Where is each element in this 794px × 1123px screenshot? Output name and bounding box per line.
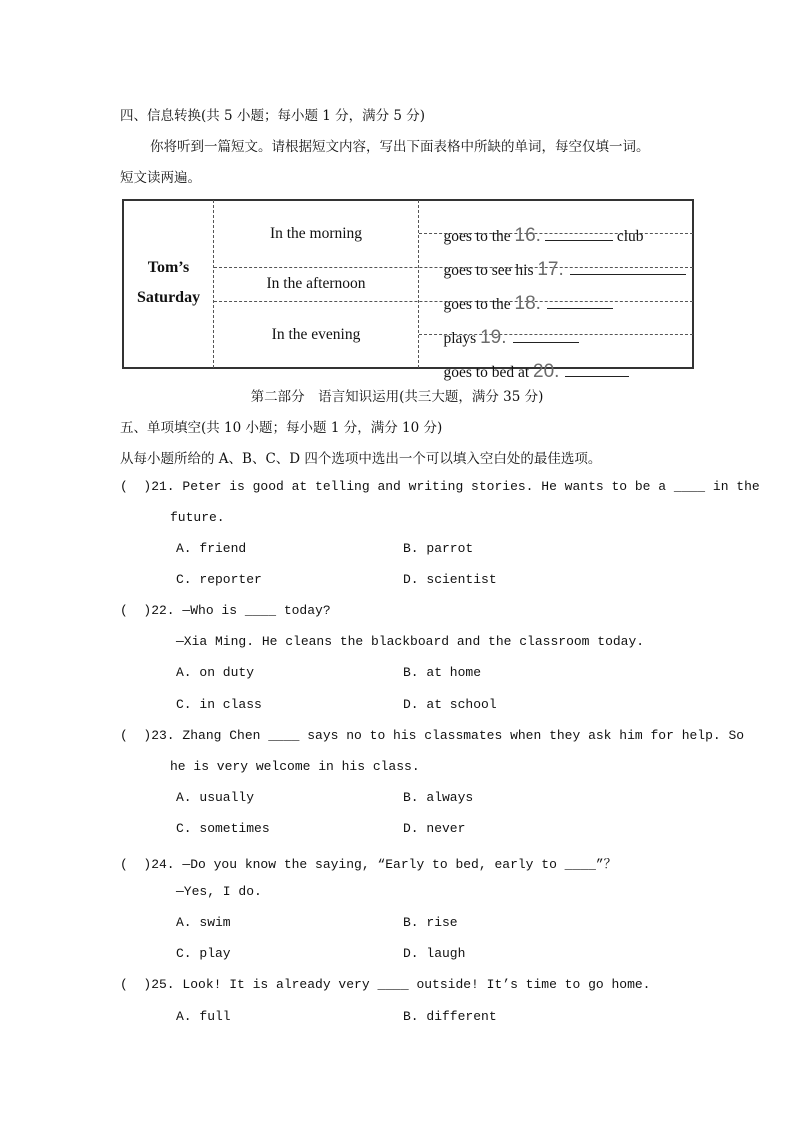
- cell-text: goes to bed at: [443, 364, 534, 381]
- option-b[interactable]: B. parrot: [403, 541, 474, 556]
- cell-text: plays: [443, 330, 481, 347]
- option-d[interactable]: D. never: [403, 821, 466, 836]
- option-c[interactable]: C. play: [176, 946, 231, 961]
- answer-blank[interactable]: [513, 328, 579, 343]
- section-4-instruction-cont: 短文读两遍。: [120, 170, 201, 186]
- blank-number: 16.: [514, 225, 541, 246]
- option-d[interactable]: D. laugh: [403, 946, 466, 961]
- row-header-name: Tom’s: [147, 259, 190, 276]
- option-d[interactable]: D. scientist: [403, 572, 497, 587]
- option-a[interactable]: A. on duty: [176, 665, 255, 680]
- question-stem: ( )22. —Who is ____ today?: [120, 603, 331, 618]
- blank-number: 20.: [533, 361, 560, 382]
- option-c[interactable]: C. in class: [176, 697, 262, 712]
- option-b[interactable]: B. always: [403, 790, 474, 805]
- question-stem: ( )21. Peter is good at telling and writing stories. He wants to be a ____ in the: [120, 479, 760, 494]
- cell-text: goes to the: [443, 296, 515, 313]
- part-2-title: 第二部分 语言知识运用(共三大题，满分 35 分): [250, 389, 544, 405]
- cell-text: club: [612, 228, 644, 245]
- blank-number: 17.: [537, 259, 564, 280]
- row-header-day: Saturday: [136, 289, 201, 306]
- option-d[interactable]: D. at school: [403, 697, 497, 712]
- question-stem-cont: he is very welcome in his class.: [170, 759, 420, 774]
- option-a[interactable]: A. usually: [176, 790, 255, 805]
- option-b[interactable]: B. rise: [403, 915, 458, 930]
- section-5-heading: 五、单项填空(共 10 小题；每小题 1 分，满分 10 分): [120, 420, 443, 436]
- option-a[interactable]: A. friend: [176, 541, 247, 556]
- question-stem-cont: —Xia Ming. He cleans the blackboard and the classroom today.: [176, 634, 645, 649]
- info-table: [0, 0, 794, 380]
- option-b[interactable]: B. at home: [403, 665, 482, 680]
- question-stem-cont: future.: [170, 510, 225, 525]
- question-stem-cont: —Yes, I do.: [176, 884, 262, 899]
- section-4-instruction: 你将听到一篇短文。请根据短文内容，写出下面表格中所缺的单词，每空仅填一词。: [150, 139, 650, 155]
- question-stem: ( )23. Zhang Chen ____ says no to his classmates when they ask him for help. So: [120, 728, 745, 743]
- question-stem: ( )25. Look! It is already very ____ outside! It’s time to go home.: [120, 977, 651, 992]
- question-stem: ( )24. —Do you know the saying, “Early to bed, early to ____”？: [120, 857, 617, 872]
- answer-blank[interactable]: [547, 294, 613, 309]
- answer-blank[interactable]: [545, 226, 613, 241]
- answer-blank[interactable]: [565, 362, 629, 377]
- blank-number: 18.: [514, 293, 541, 314]
- option-c[interactable]: C. sometimes: [176, 821, 270, 836]
- section-5-instruction: 从每小题所给的 A、B、C、D 四个选项中选出一个可以填入空白处的最佳选项。: [120, 451, 602, 467]
- blank-number: 19.: [480, 327, 507, 348]
- option-c[interactable]: C. reporter: [176, 572, 262, 587]
- time-morning: In the morning: [269, 225, 363, 242]
- option-b[interactable]: B. different: [403, 1009, 497, 1024]
- option-a[interactable]: A. full: [176, 1009, 231, 1024]
- cell-text: goes to see his: [443, 262, 538, 279]
- cell-text: goes to the: [443, 228, 515, 245]
- time-afternoon: In the afternoon: [266, 275, 366, 292]
- section-4-heading: 四、信息转换(共 5 小题；每小题 1 分，满分 5 分): [120, 108, 426, 124]
- option-a[interactable]: A. swim: [176, 915, 231, 930]
- time-evening: In the evening: [271, 326, 361, 343]
- answer-blank[interactable]: [570, 260, 686, 275]
